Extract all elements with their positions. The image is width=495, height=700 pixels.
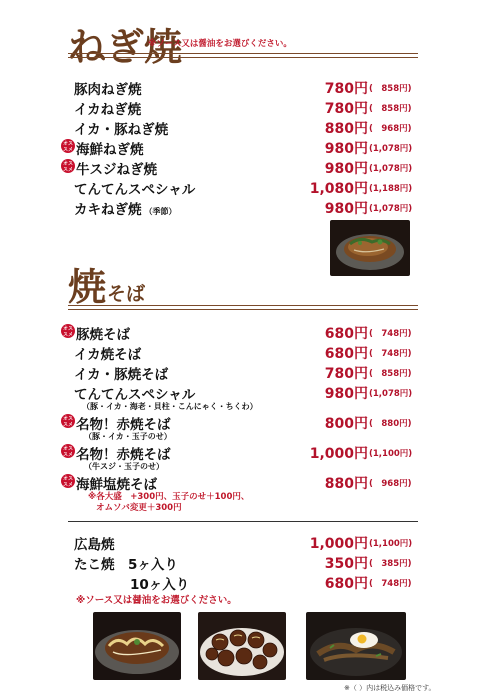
menu-item-price: 350円 xyxy=(324,556,368,572)
recommend-badge xyxy=(61,324,75,338)
recommend-badge-text xyxy=(61,414,75,428)
recommend-badge xyxy=(61,474,75,488)
menu-item-tax-price: (1,188円) xyxy=(369,184,413,194)
shio-yakisoba-photo-svg xyxy=(306,612,406,680)
menu-item-row xyxy=(0,382,495,411)
menu-item-tax-price: ( 748円) xyxy=(369,329,412,339)
recommend-badge-text xyxy=(61,324,75,338)
menu-item-name-text: 豚焼そば xyxy=(76,327,130,343)
menu-item-tax-price: (1,100円) xyxy=(369,449,413,459)
recommend-badge-text xyxy=(61,139,75,153)
menu-item-name-text: イカ・豚焼そば xyxy=(74,367,169,383)
menu-item-name xyxy=(76,323,130,343)
menu-item-name-text: 海鮮塩焼そば xyxy=(76,477,157,493)
negiyaki-title-text: ねぎ焼 xyxy=(68,24,183,69)
yakisoba-option-note-line1: ※各大盛 +300円、玉子のせ＋100円、 xyxy=(88,492,250,502)
menu-item-row xyxy=(0,362,495,382)
menu-item-price: 780円 xyxy=(324,81,368,97)
menu-item-name-text: 豚肉ねぎ焼 xyxy=(74,82,142,98)
menu-item-row xyxy=(0,442,495,471)
menu-item-tax-price: (1,078円) xyxy=(369,389,413,399)
menu-item-name xyxy=(74,343,141,363)
menu-item-season: （季節） xyxy=(144,207,177,216)
recommend-badge xyxy=(61,139,75,153)
menu-item-price: 680円 xyxy=(324,326,368,342)
menu-item-row xyxy=(0,412,495,441)
menu-item-name xyxy=(130,573,189,593)
menu-item-name xyxy=(74,118,168,138)
takoyaki-photo xyxy=(198,612,286,680)
recommend-badge-line1: オス xyxy=(63,416,73,422)
others-divider xyxy=(68,521,418,522)
menu-item-name-text: イカねぎ焼 xyxy=(74,102,142,118)
menu-item-name-text: 10ヶ入り xyxy=(130,577,190,593)
menu-item-tax-price: ( 968円) xyxy=(369,479,412,489)
menu-item-row xyxy=(0,572,495,592)
shio-yakisoba-photo xyxy=(306,612,406,680)
menu-item-tax-price: ( 385円) xyxy=(369,559,412,569)
menu-item-row xyxy=(0,197,495,217)
recommend-badge-text xyxy=(61,474,75,488)
negiyaki-sauce-note: ※ソース又は醤油をお選びください。 xyxy=(148,39,292,49)
recommend-badge-line2: スメ xyxy=(62,332,73,338)
menu-item-name xyxy=(76,443,171,463)
recommend-badge-line1: オス xyxy=(63,326,73,332)
recommend-badge-line2: スメ xyxy=(62,422,73,428)
menu-item-name xyxy=(76,138,144,158)
menu-item-row xyxy=(0,77,495,97)
recommend-badge-line2: スメ xyxy=(62,452,73,458)
menu-item-tax-price: (1,100円) xyxy=(369,539,413,549)
negiyaki-divider-thin xyxy=(68,57,418,58)
menu-item-name-text: 牛スジねぎ焼 xyxy=(76,162,157,178)
negiyaki-photo xyxy=(330,220,410,276)
menu-item-name-text: 名物！赤焼そば xyxy=(76,417,171,433)
yakisoba-divider-thin xyxy=(68,309,418,310)
menu-item-price: 680円 xyxy=(324,576,368,592)
menu-item-price: 1,000円 xyxy=(309,446,368,462)
negiyaki-divider xyxy=(68,53,418,54)
menu-item-row xyxy=(0,472,495,492)
menu-item-row xyxy=(0,342,495,362)
yakisoba-option-note-line2: オムソバ変更＋300円 xyxy=(96,503,182,513)
recommend-badge-text xyxy=(61,159,75,173)
menu-item-row xyxy=(0,157,495,177)
menu-item-name xyxy=(74,98,141,118)
menu-item-name-text: てんてんスペシャル xyxy=(74,387,196,403)
menu-item-price: 980円 xyxy=(324,161,368,177)
menu-item-price: 1,080円 xyxy=(309,181,368,197)
menu-item-name xyxy=(76,158,157,178)
others-sauce-note: ※ソース又は醤油をお選びください。 xyxy=(76,595,237,606)
menu-item-tax-price: ( 748円) xyxy=(369,349,412,359)
recommend-badge-line2: スメ xyxy=(62,147,73,153)
menu-item-price: 980円 xyxy=(324,141,368,157)
menu-item-row xyxy=(0,532,495,552)
menu-item-name xyxy=(74,363,168,383)
menu-item-name xyxy=(74,533,115,553)
menu-item-name xyxy=(74,78,142,98)
menu-item-row xyxy=(0,97,495,117)
menu-item-name-text: たこ焼 5ヶ入り xyxy=(74,557,178,573)
menu-item-price: 800円 xyxy=(324,416,368,432)
menu-item-row xyxy=(0,322,495,342)
tax-footnote: ※（ ）内は税込み価格です。 xyxy=(344,684,436,692)
menu-item-name-text: 名物！赤焼そば xyxy=(76,447,171,463)
yakisoba-title-main: 焼 xyxy=(68,264,107,309)
menu-item-row xyxy=(0,177,495,197)
recommend-badge-line1: オス xyxy=(63,141,73,147)
hiroshimayaki-photo xyxy=(93,612,181,680)
takoyaki-photo-svg xyxy=(198,612,286,680)
recommend-badge-text xyxy=(61,444,75,458)
menu-item-name xyxy=(76,473,157,493)
menu-item-name xyxy=(76,413,171,433)
negiyaki-photo-svg xyxy=(330,220,410,276)
menu-item-name-text: イカ・豚ねぎ焼 xyxy=(74,122,169,138)
recommend-badge-line2: スメ xyxy=(62,482,73,488)
yakisoba-option-note xyxy=(88,492,249,514)
menu-item-name-text: てんてんスペシャル xyxy=(74,182,196,198)
menu-item-ingredients: （豚・イカ・海老・貝柱・こんにゃく・ちくわ） xyxy=(82,402,258,411)
hiroshimayaki-photo-svg xyxy=(93,612,181,680)
menu-item-name-text: 海鮮ねぎ焼 xyxy=(76,142,144,158)
menu-item-row xyxy=(0,117,495,137)
section-title-yakisoba xyxy=(68,264,146,309)
menu-item-price: 880円 xyxy=(324,121,368,137)
menu-item-name xyxy=(74,383,195,403)
recommend-badge xyxy=(61,444,75,458)
menu-item-ingredients: （牛スジ・玉子のせ） xyxy=(84,462,164,471)
menu-item-name xyxy=(74,198,177,218)
menu-item-tax-price: (1,078円) xyxy=(369,204,413,214)
menu-item-name-text: イカ焼そば xyxy=(74,347,142,363)
recommend-badge-line1: オス xyxy=(63,161,73,167)
menu-item-row xyxy=(0,552,495,572)
menu-item-price: 680円 xyxy=(324,346,368,362)
menu-item-tax-price: ( 880円) xyxy=(369,419,412,429)
menu-item-tax-price: ( 858円) xyxy=(369,104,412,114)
menu-item-price: 780円 xyxy=(324,101,368,117)
menu-item-tax-price: ( 858円) xyxy=(369,84,412,94)
menu-item-tax-price: (1,078円) xyxy=(369,164,413,174)
recommend-badge xyxy=(61,414,75,428)
menu-item-name xyxy=(74,553,178,573)
menu-item-name-text: カキねぎ焼 xyxy=(74,202,142,218)
menu-item-ingredients: （豚・イカ・玉子のせ） xyxy=(84,432,172,441)
yakisoba-title-sub: そば xyxy=(107,283,146,305)
menu-item-name-text: 広島焼 xyxy=(74,537,115,553)
menu-item-price: 780円 xyxy=(324,366,368,382)
menu-item-price: 980円 xyxy=(324,201,368,217)
menu-item-tax-price: (1,078円) xyxy=(369,144,413,154)
recommend-badge-line2: スメ xyxy=(62,167,73,173)
menu-item-price: 880円 xyxy=(324,476,368,492)
menu-item-price: 980円 xyxy=(324,386,368,402)
menu-item-price: 1,000円 xyxy=(309,536,368,552)
recommend-badge-line1: オス xyxy=(63,476,73,482)
menu-item-name xyxy=(74,178,195,198)
recommend-badge-line1: オス xyxy=(63,446,73,452)
menu-item-tax-price: ( 748円) xyxy=(369,579,412,589)
menu-item-row xyxy=(0,137,495,157)
yakisoba-divider xyxy=(68,305,418,306)
menu-item-tax-price: ( 858円) xyxy=(369,369,412,379)
menu-item-tax-price: ( 968円) xyxy=(369,124,412,134)
recommend-badge xyxy=(61,159,75,173)
